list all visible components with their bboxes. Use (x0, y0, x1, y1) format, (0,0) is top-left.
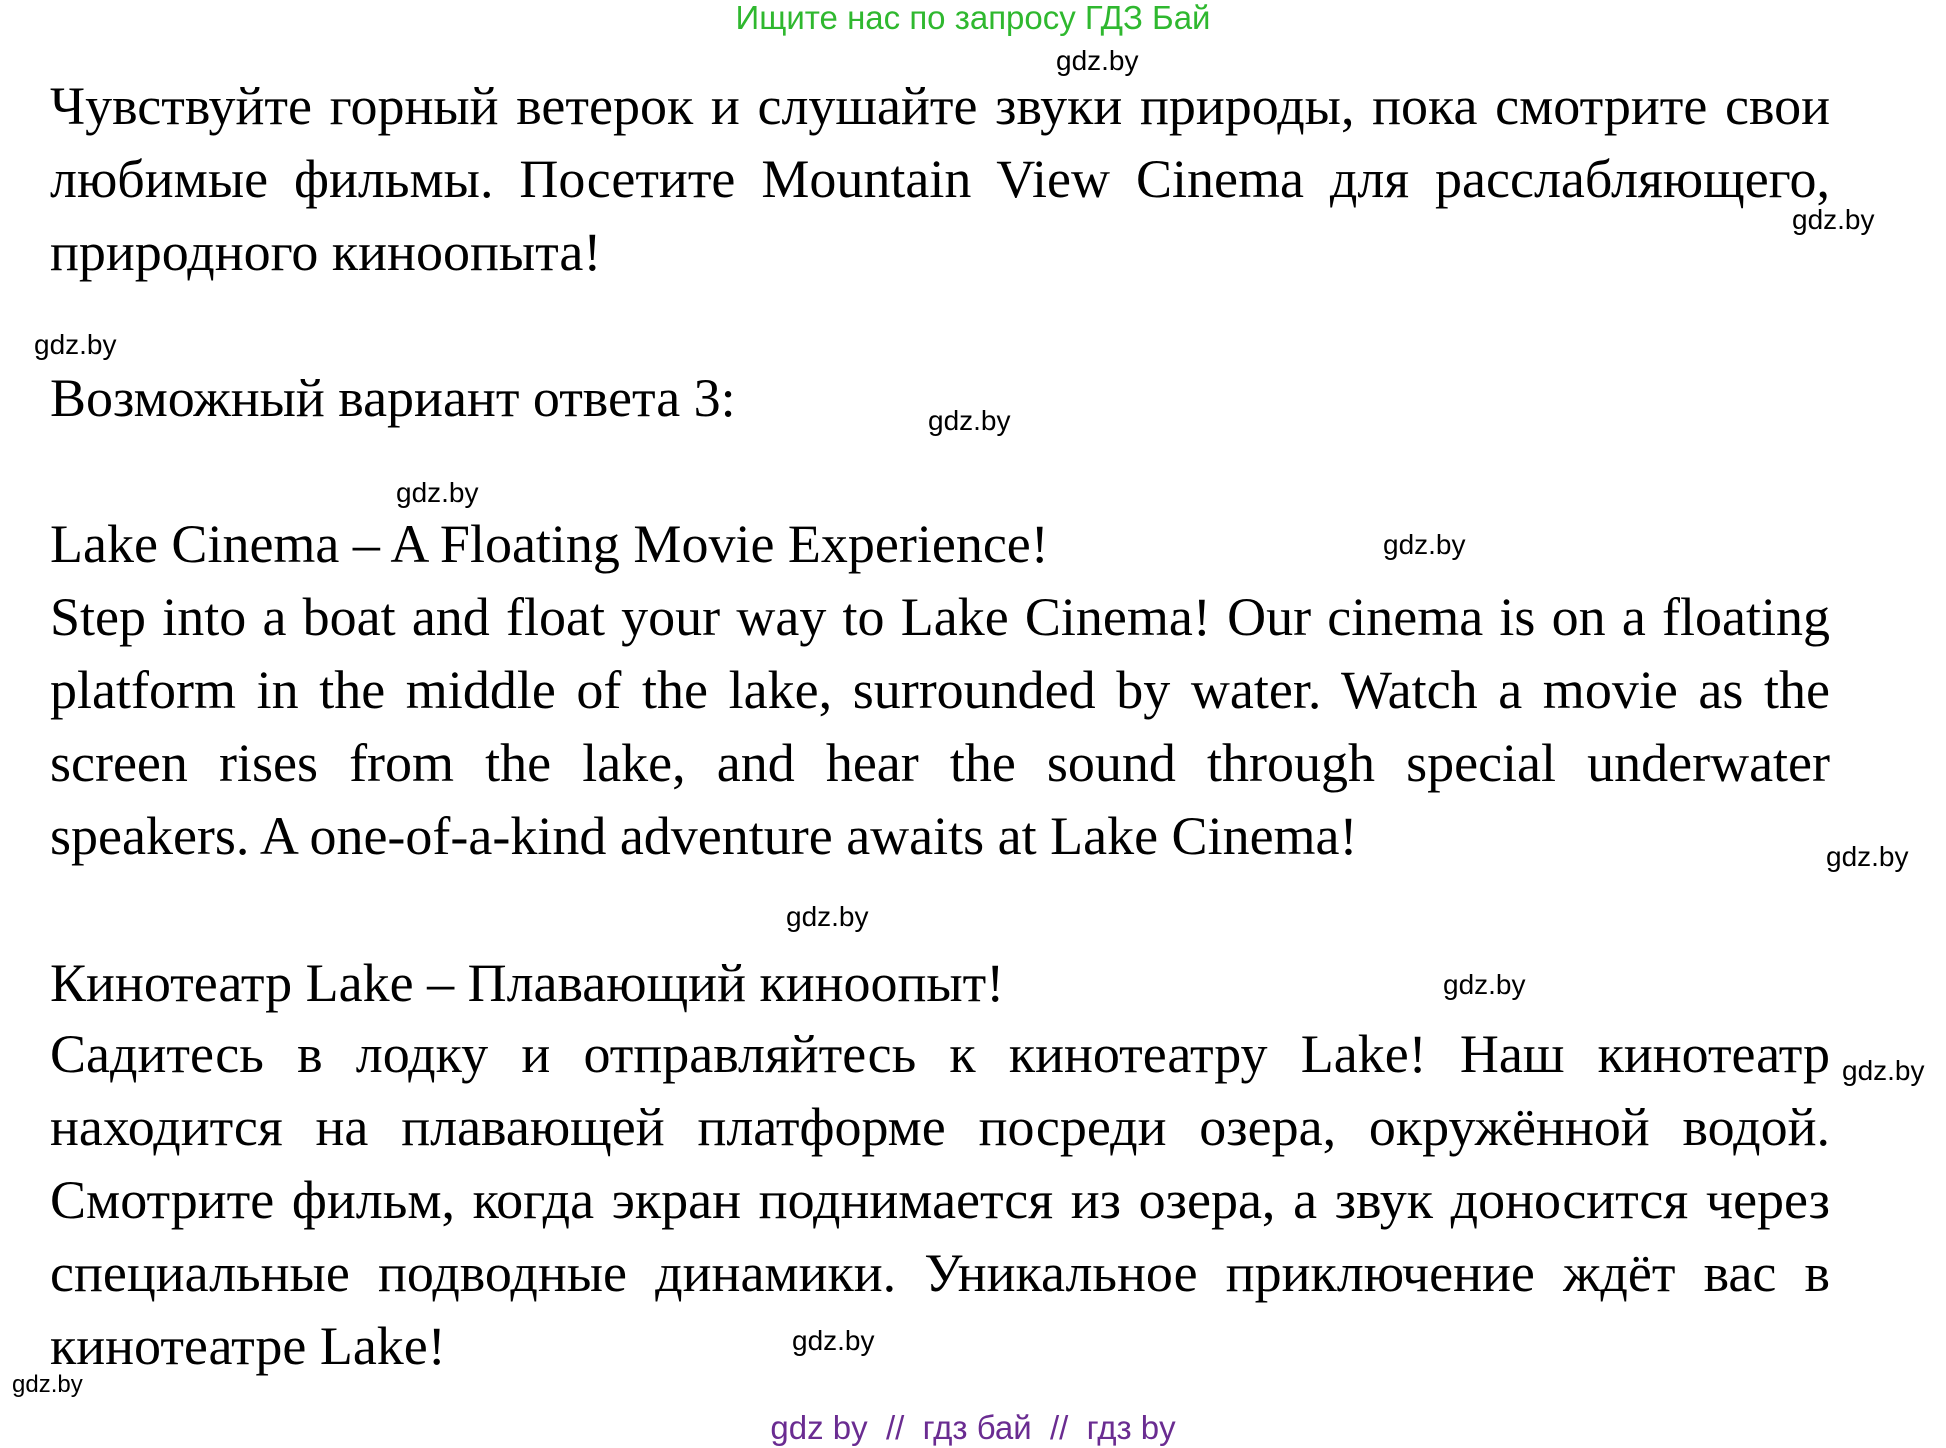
watermark: gdz.by (1443, 969, 1526, 1000)
russian-body: Садитесь в лодку и отправляйтесь к кинотеатру Lake! Наш кинотеатр находится на плавающей платформе посреди озера, окружённой водой. Смотрите фильм, когда экран поднимается из озера, а звук доносится через специальные подводные динамики. Уникальное приключение ждёт вас в кинотеатре Lake! (50, 1024, 1830, 1376)
english-title: Lake Cinema – A Floating Movie Experience! (50, 514, 1049, 574)
top-banner: Ищите нас по запросу ГДЗ Бай (735, 0, 1211, 36)
paragraph-mountain-view: Чувствуйте горный ветерок и слушайте звуки природы, пока смотрите свои любимые фильмы. Посетите Mountain View Cinema для расслабляющего, природного киноопыта! (50, 76, 1830, 282)
watermark: gdz.by (1826, 841, 1909, 872)
answer-label: Возможный вариант ответа 3: (50, 368, 736, 428)
watermark: gdz.by (1056, 45, 1139, 76)
watermark: gdz.by (396, 477, 479, 508)
english-body: Step into a boat and float your way to Lake Cinema! Our cinema is on a floating platform in the middle of the lake, surrounded by water. Watch a movie as the screen rises from the lake, and hear the sound through special underwater speakers. A one-of-a-kind adventure awaits at Lake Cinema! (50, 587, 1830, 866)
watermark: gdz.by (1842, 1055, 1925, 1086)
watermark: gdz.by (1383, 529, 1466, 560)
footer-links: gdz by // гдз бай // гдз by (770, 1409, 1176, 1446)
watermark: gdz.by (12, 1371, 83, 1398)
watermark: gdz.by (792, 1325, 875, 1356)
russian-title: Кинотеатр Lake – Плавающий киноопыт! (50, 953, 1005, 1013)
watermark: gdz.by (1792, 204, 1875, 235)
watermark: gdz.by (786, 901, 869, 932)
watermark: gdz.by (928, 405, 1011, 436)
watermark: gdz.by (34, 329, 117, 360)
